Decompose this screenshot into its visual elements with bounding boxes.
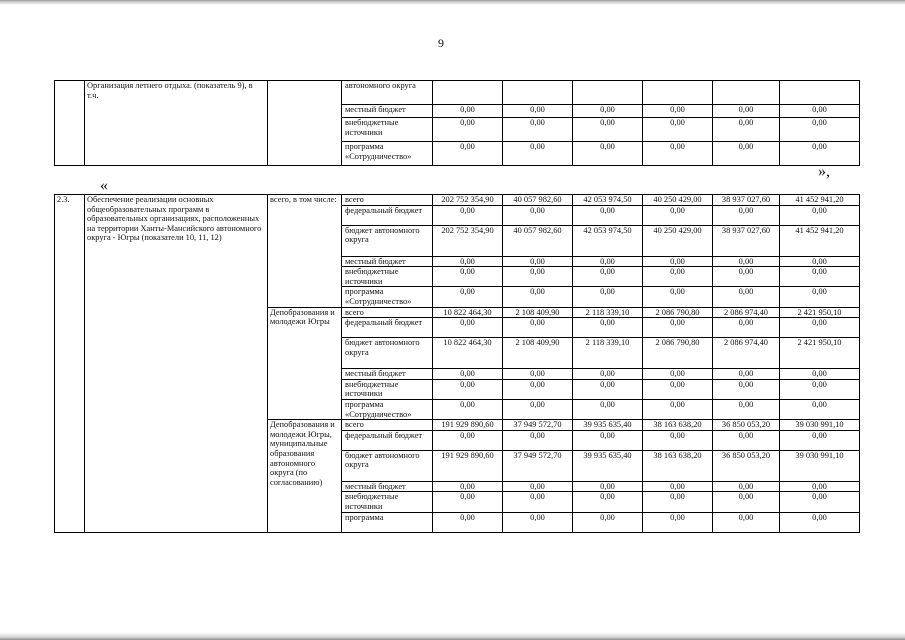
amount-cell: 2 086 974,40: [713, 338, 780, 369]
amount-cell: 0,00: [713, 118, 780, 142]
task-title-cell: Организация летнего отдыха. (показатель 9), в т.ч.: [85, 81, 268, 166]
amount-cell: [573, 81, 643, 105]
amount-cell: 0,00: [780, 287, 860, 307]
amount-cell: 0,00: [713, 142, 780, 166]
amount-cell: 0,00: [573, 318, 643, 338]
funding-source-cell: программа «Сотрудничество»: [342, 142, 433, 166]
amount-cell: 38 163 638,20: [643, 450, 713, 481]
amount-cell: 40 250 429,00: [643, 195, 713, 206]
funding-source-cell: местный бюджет: [342, 105, 433, 118]
amount-cell: 0,00: [713, 430, 780, 450]
amount-cell: 2 086 974,40: [713, 307, 780, 318]
amount-cell: 0,00: [433, 267, 503, 287]
amount-cell: 2 108 409,90: [503, 338, 573, 369]
amount-cell: 0,00: [780, 399, 860, 419]
amount-cell: 0,00: [643, 481, 713, 492]
funding-source-cell: бюджет автономного округа: [342, 450, 433, 481]
amount-cell: 191 929 890,60: [433, 450, 503, 481]
funding-source-cell: внебюджетные источники: [342, 379, 433, 399]
funding-source-cell: программа «Сотрудничество»: [342, 399, 433, 419]
amount-cell: 0,00: [643, 512, 713, 532]
amount-cell: 0,00: [643, 369, 713, 380]
amount-cell: 0,00: [713, 512, 780, 532]
amount-cell: 202 752 354,90: [433, 195, 503, 206]
amount-cell: 0,00: [433, 105, 503, 118]
amount-cell: 0,00: [433, 318, 503, 338]
amount-cell: 0,00: [573, 512, 643, 532]
closing-quote: »,: [818, 163, 830, 180]
amount-cell: 40 250 429,00: [643, 225, 713, 256]
amount-cell: 0,00: [433, 369, 503, 380]
amount-cell: 0,00: [573, 287, 643, 307]
amount-cell: 0,00: [433, 256, 503, 267]
funding-source-cell: внебюджетные источники: [342, 118, 433, 142]
page-number: 9: [438, 36, 444, 50]
amount-cell: 38 937 027,60: [713, 225, 780, 256]
amount-cell: [433, 81, 503, 105]
table-row: [55, 195, 860, 206]
amount-cell: [713, 81, 780, 105]
amount-cell: 36 850 053,20: [713, 420, 780, 431]
funding-source-cell: автономного округа: [342, 81, 433, 105]
funding-source-cell: программа «Сотрудничество»: [342, 287, 433, 307]
amount-cell: 0,00: [573, 105, 643, 118]
amount-cell: 41 452 941,20: [780, 225, 860, 256]
amount-cell: 0,00: [503, 105, 573, 118]
amount-cell: 42 053 974,50: [573, 195, 643, 206]
amount-cell: 0,00: [433, 142, 503, 166]
amount-cell: 0,00: [503, 512, 573, 532]
amount-cell: 37 949 572,70: [503, 420, 573, 431]
amount-cell: 0,00: [780, 492, 860, 512]
amount-cell: 0,00: [780, 318, 860, 338]
amount-cell: 0,00: [573, 379, 643, 399]
funding-source-cell: местный бюджет: [342, 369, 433, 380]
amount-cell: 0,00: [433, 492, 503, 512]
amount-cell: 10 822 464,30: [433, 307, 503, 318]
amount-cell: 0,00: [503, 399, 573, 419]
amount-cell: 0,00: [643, 256, 713, 267]
scan-edge-bottom: [0, 632, 905, 640]
funding-source-cell: бюджет автономного округа: [342, 225, 433, 256]
amount-cell: 0,00: [780, 256, 860, 267]
amount-cell: 10 822 464,30: [433, 338, 503, 369]
amount-cell: 40 057 982,60: [503, 225, 573, 256]
amount-cell: 0,00: [433, 379, 503, 399]
amount-cell: 0,00: [780, 512, 860, 532]
amount-cell: 0,00: [643, 399, 713, 419]
amount-cell: 2 421 950,10: [780, 338, 860, 369]
amount-cell: 0,00: [780, 267, 860, 287]
row-number-cell: 2.3.: [55, 195, 85, 533]
amount-cell: 0,00: [503, 430, 573, 450]
amount-cell: 0,00: [643, 287, 713, 307]
amount-cell: 0,00: [643, 492, 713, 512]
amount-cell: 0,00: [503, 492, 573, 512]
amount-cell: 38 937 027,60: [713, 195, 780, 206]
amount-cell: 0,00: [503, 481, 573, 492]
amount-cell: 0,00: [433, 118, 503, 142]
amount-cell: 0,00: [780, 118, 860, 142]
amount-cell: 0,00: [713, 267, 780, 287]
amount-cell: 0,00: [503, 369, 573, 380]
amount-cell: 0,00: [780, 105, 860, 118]
amount-cell: 2 421 950,10: [780, 307, 860, 318]
amount-cell: 0,00: [643, 205, 713, 225]
amount-cell: [503, 81, 573, 105]
amount-cell: 0,00: [433, 205, 503, 225]
amount-cell: 2 086 790,80: [643, 307, 713, 318]
amount-cell: 39 030 991,10: [780, 450, 860, 481]
previous-section-table: [54, 80, 860, 166]
funding-source-cell: бюджет автономного округа: [342, 338, 433, 369]
amount-cell: 39 935 635,40: [573, 420, 643, 431]
amount-cell: 41 452 941,20: [780, 195, 860, 206]
amount-cell: 0,00: [573, 267, 643, 287]
executor-cell: Депобразования и молодежи Югры: [268, 307, 342, 420]
funding-source-cell: внебюджетные источники: [342, 492, 433, 512]
amount-cell: 0,00: [573, 142, 643, 166]
amount-cell: 0,00: [643, 105, 713, 118]
amount-cell: 0,00: [713, 399, 780, 419]
amount-cell: 39 030 991,10: [780, 420, 860, 431]
amount-cell: 2 086 790,80: [643, 338, 713, 369]
amount-cell: 0,00: [573, 369, 643, 380]
amount-cell: 42 053 974,50: [573, 225, 643, 256]
amount-cell: 0,00: [643, 267, 713, 287]
amount-cell: 0,00: [643, 142, 713, 166]
amount-cell: 0,00: [713, 256, 780, 267]
funding-source-cell: федеральный бюджет: [342, 430, 433, 450]
amount-cell: 0,00: [713, 318, 780, 338]
amount-cell: 0,00: [433, 399, 503, 419]
amount-cell: 0,00: [433, 430, 503, 450]
amount-cell: 0,00: [643, 379, 713, 399]
funding-source-cell: внебюджетные источники: [342, 267, 433, 287]
funding-source-cell: федеральный бюджет: [342, 318, 433, 338]
amount-cell: 0,00: [713, 205, 780, 225]
amount-cell: 0,00: [643, 118, 713, 142]
amount-cell: [643, 81, 713, 105]
amount-cell: 39 935 635,40: [573, 450, 643, 481]
amount-cell: 0,00: [503, 205, 573, 225]
amount-cell: 0,00: [503, 318, 573, 338]
amount-cell: 0,00: [433, 481, 503, 492]
amount-cell: 40 057 982,60: [503, 195, 573, 206]
amount-cell: 0,00: [573, 481, 643, 492]
amount-cell: 0,00: [780, 142, 860, 166]
amount-cell: 0,00: [713, 105, 780, 118]
amount-cell: 191 929 890,60: [433, 420, 503, 431]
amount-cell: 0,00: [713, 379, 780, 399]
amount-cell: 0,00: [573, 118, 643, 142]
executor-cell: всего, в том числе:: [268, 195, 342, 308]
executor-cell: [268, 81, 342, 166]
amount-cell: 0,00: [713, 492, 780, 512]
amount-cell: 38 163 638,20: [643, 420, 713, 431]
amount-cell: 0,00: [713, 369, 780, 380]
amount-cell: 0,00: [643, 430, 713, 450]
amount-cell: 0,00: [780, 205, 860, 225]
opening-quote: «: [100, 177, 108, 194]
amount-cell: 2 108 409,90: [503, 307, 573, 318]
funding-source-cell: программа: [342, 512, 433, 532]
amount-cell: 0,00: [503, 287, 573, 307]
amount-cell: 0,00: [643, 318, 713, 338]
amount-cell: 0,00: [433, 512, 503, 532]
scan-edge-top: [0, 0, 905, 5]
amount-cell: 0,00: [503, 142, 573, 166]
task-title-cell: Обеспечение реализации основных общеобразовательных программ в образовательных организациях, расположенных на территории Ханты-Мансийского автономного округа - Югры (показатели 10, 11, 12): [85, 195, 268, 533]
amount-cell: 0,00: [713, 287, 780, 307]
amount-cell: 37 949 572,70: [503, 450, 573, 481]
amount-cell: 0,00: [713, 481, 780, 492]
amount-cell: 0,00: [433, 287, 503, 307]
funding-source-cell: всего: [342, 420, 433, 431]
funding-source-cell: федеральный бюджет: [342, 205, 433, 225]
amount-cell: 2 118 339,10: [573, 338, 643, 369]
amount-cell: 0,00: [503, 118, 573, 142]
table-row: [55, 81, 860, 105]
funding-source-cell: местный бюджет: [342, 256, 433, 267]
amount-cell: 0,00: [780, 369, 860, 380]
funding-source-cell: всего: [342, 307, 433, 318]
funding-table: [54, 194, 860, 533]
amount-cell: 36 850 053,20: [713, 450, 780, 481]
row-number-cell: [55, 81, 85, 166]
amount-cell: 0,00: [573, 399, 643, 419]
amount-cell: 0,00: [573, 205, 643, 225]
executor-cell: Депобразования и молодежи Югры, муниципальные образования автономного округа (по согласованию): [268, 420, 342, 532]
amount-cell: 0,00: [780, 430, 860, 450]
amount-cell: 0,00: [780, 481, 860, 492]
amount-cell: 0,00: [780, 379, 860, 399]
amount-cell: [780, 81, 860, 105]
amount-cell: 2 118 339,10: [573, 307, 643, 318]
amount-cell: 0,00: [573, 492, 643, 512]
amount-cell: 0,00: [573, 256, 643, 267]
amount-cell: 202 752 354,90: [433, 225, 503, 256]
amount-cell: 0,00: [503, 379, 573, 399]
amount-cell: 0,00: [503, 267, 573, 287]
funding-source-cell: всего: [342, 195, 433, 206]
amount-cell: 0,00: [503, 256, 573, 267]
amount-cell: 0,00: [573, 430, 643, 450]
funding-source-cell: местный бюджет: [342, 481, 433, 492]
